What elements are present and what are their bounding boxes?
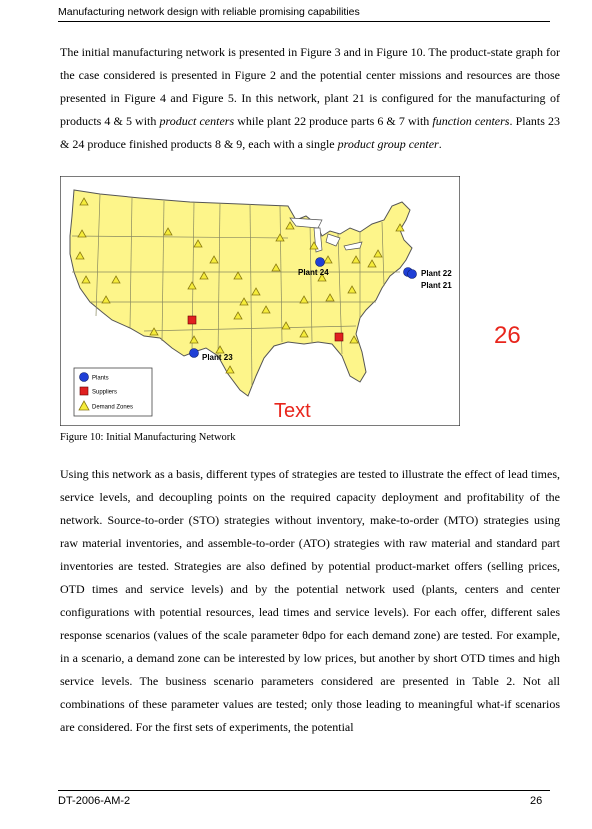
plant-21-marker	[408, 270, 417, 279]
plant-21-label: Plant 21	[421, 281, 452, 290]
para1-emph-product-group-center: product group center	[337, 137, 439, 151]
footer-page-number: 26	[530, 795, 543, 807]
para1-emph-function-centers: function centers	[432, 114, 510, 128]
footer-rule	[58, 790, 550, 791]
plant-24-marker	[316, 258, 325, 267]
plant-22-label: Plant 22	[421, 269, 452, 278]
para1-text-c: . Plants 23 & 24 produce finished products 8 & 9, each with a single	[60, 114, 560, 151]
plant-24-label: Plant 24	[298, 268, 329, 277]
plant-23-label: Plant 23	[202, 353, 233, 362]
legend-suppliers-label: Suppliers	[92, 389, 118, 396]
running-header: Manufacturing network design with reliable promising capabilities	[58, 6, 550, 22]
para1-text-a: The initial manufacturing network is presented in Figure 3 and in Figure 10. The product-state graph for the case considered is presented in Figure 2 and the potential center missions and resources are those presented in Figure 4 and Figure 5. In this network, plant 21 is configured for the manufacturing of products 4 & 5 with	[60, 45, 560, 128]
para1-emph-product-centers: product centers	[159, 114, 235, 128]
overlay-text-label: Text	[274, 400, 311, 422]
body-paragraph-1	[60, 41, 560, 156]
legend-plant-icon	[80, 373, 89, 382]
footer-doc-id: DT-2006-AM-2	[58, 795, 131, 807]
legend-supplier-icon	[80, 387, 88, 395]
plant-23-marker	[190, 349, 199, 358]
supplier-marker-southeast	[335, 333, 343, 341]
para1-text-d: .	[438, 137, 442, 151]
us-map	[60, 176, 460, 426]
map-legend	[74, 368, 152, 416]
legend-demand-zones-label: Demand Zones	[92, 404, 134, 411]
overlay-page-number: 26	[494, 322, 521, 349]
para1-text-b: while plant 22 produce parts 6 & 7 with	[234, 114, 433, 128]
body-paragraph-2: Using this network as a basis, different types of strategies are tested to illustrate the effect of lead times, service levels, and decoupling points on the required capacity deployment and profitability of the network. Source-to-order (STO) strategies without inventory, make-to-order (MTO) strategies using raw material inventories, and assemble-to-order (ATO) strategies with raw material and standard part inventories are tested. Strategies are also defined by potential product-market offers (selling prices, OTD times and service levels) and by the potential network used (plants, centers and center configurations with potential resources, lead times and service levels). For each offer, different sales response scenarios (values of the scale parameter θdpo for each demand zone) are tested. For example, in a scenario, a demand zone can be interested by low prices, but another by short OTD times and high service levels. The business scenario parameters considered are presented in Table 2. Not all combinations of these parameter values are tested; only those leading to meaningful what-if scenarios are considered. For the first sets of experiments, the potential	[60, 467, 560, 734]
legend-plants-label: Plants	[92, 375, 109, 382]
figure-caption: Figure 10: Initial Manufacturing Network	[60, 432, 236, 443]
network-map-figure	[60, 176, 460, 426]
supplier-marker-southwest	[188, 316, 196, 324]
